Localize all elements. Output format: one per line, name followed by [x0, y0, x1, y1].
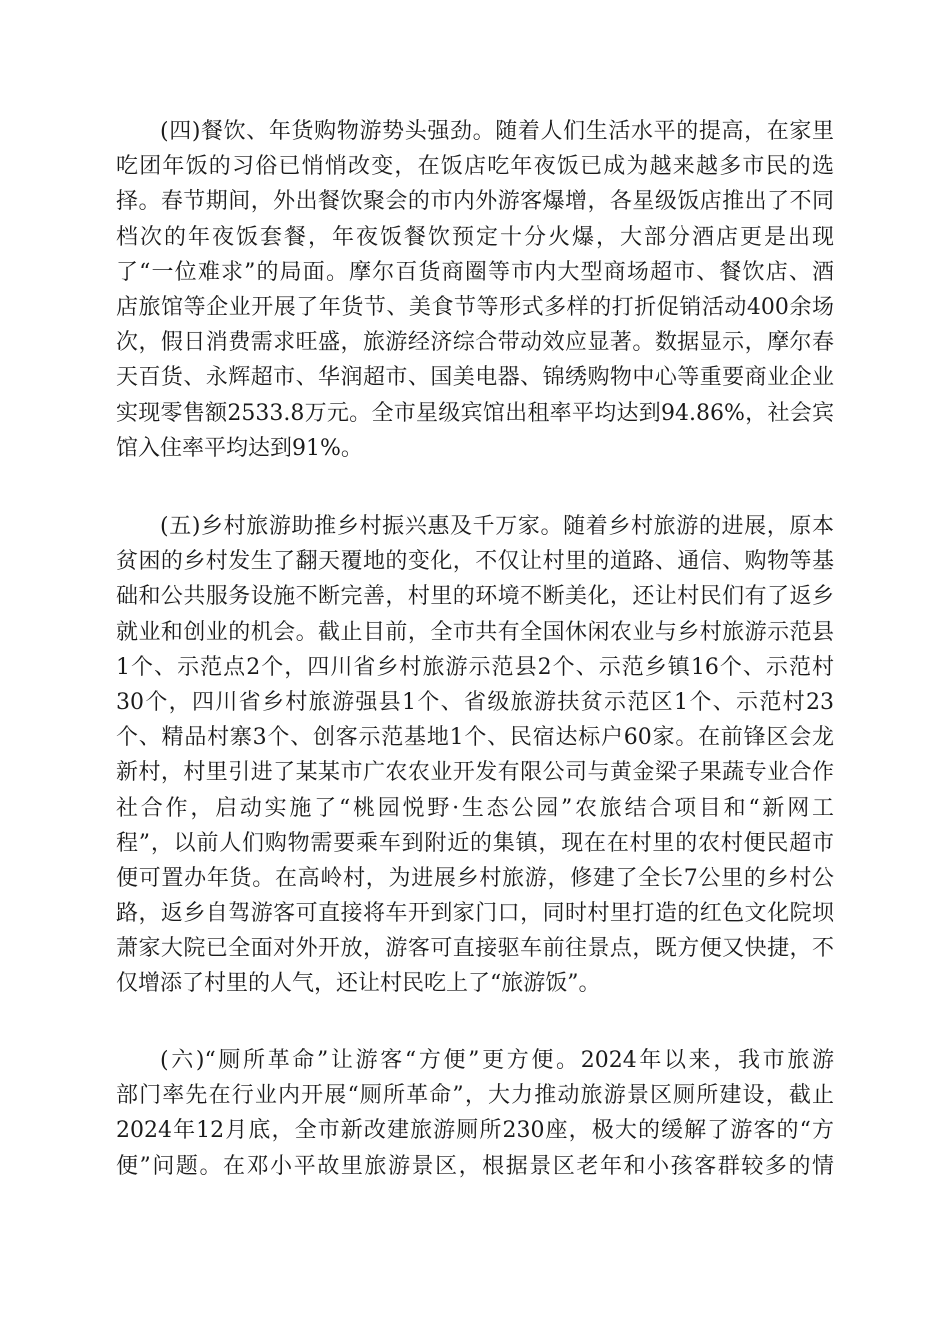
text-line: 部门率先在行业内开展“厕所革命”，大力推动旅游景区厕所建设，截止	[116, 1083, 834, 1109]
text-line: (四)餐饮、年货购物游势头强劲。随着人们生活水平的提高，在家里	[160, 119, 834, 144]
text-line: 路，返乡自驾游客可直接将车开到家门口，同时村里打造的红色文化院坝	[116, 901, 834, 927]
text-line: 萧家大院已全面对外开放，游客可直接驱车前往景点，既方便又快捷，不	[116, 936, 834, 962]
paragraph-section-5	[116, 509, 834, 1002]
text-line: 就业和创业的机会。截止目前，全市共有全国休闲农业与乡村旅游示范县	[116, 619, 834, 645]
text-line: 实现零售额2533.8万元。全市星级宾馆出租率平均达到94.86%，社会宾	[116, 400, 834, 426]
text-line: 次，假日消费需求旺盛，旅游经济综合带动效应显著。数据显示，摩尔春	[116, 330, 834, 356]
text-line: 30个，四川省乡村旅游强县1个、省级旅游扶贫示范区1个、示范村23	[116, 689, 834, 715]
text-line: 新村，村里引进了某某市广农农业开发有限公司与黄金梁子果蔬专业合作	[116, 760, 834, 786]
text-line: 社合作，启动实施了“桃园悦野·生态公园”农旅结合项目和“新网工	[116, 795, 834, 821]
text-line: 档次的年夜饭套餐，年夜饭餐饮预定十分火爆，大部分酒店更是出现	[116, 224, 834, 250]
text-line: 1个、示范点2个，四川省乡村旅游示范县2个、示范乡镇16个、示范村	[116, 654, 834, 680]
text-line: 个、精品村寨3个、创客示范基地1个、民宿达标户60家。在前锋区会龙	[116, 725, 834, 751]
paragraph-section-4	[116, 114, 834, 466]
text-line: (五)乡村旅游助推乡村振兴惠及千万家。随着乡村旅游的进展，原本	[160, 514, 834, 539]
text-line: 贫困的乡村发生了翻天覆地的变化，不仅让村里的道路、通信、购物等基	[116, 549, 834, 575]
text-line: 2024年12月底，全市新改建旅游厕所230座，极大的缓解了游客的“方	[116, 1118, 834, 1144]
paragraph-section-6	[116, 1043, 834, 1184]
text-line: 吃团年饭的习俗已悄悄改变，在饭店吃年夜饭已成为越来越多市民的选	[116, 154, 834, 180]
text-line: 便”问题。在邓小平故里旅游景区，根据景区老年和小孩客群较多的情	[116, 1153, 834, 1179]
text-line: 便可置办年货。在高岭村，为进展乡村旅游，修建了全长7公里的乡村公	[116, 865, 834, 891]
text-line: (六)“厕所革命”让游客“方便”更方便。2024年以来，我市旅游	[160, 1048, 834, 1073]
text-line: 础和公共服务设施不断完善，村里的环境不断美化，还让村民们有了返乡	[116, 584, 834, 610]
text-line: 择。春节期间，外出餐饮聚会的市内外游客爆增，各星级饭店推出了不同	[116, 189, 834, 215]
text-line: 天百货、永辉超市、华润超市、国美电器、锦绣购物中心等重要商业企业	[116, 365, 834, 391]
text-line: 馆入住率平均达到91%。	[116, 435, 363, 461]
text-line: 了“一位难求”的局面。摩尔百货商圈等市内大型商场超市、餐饮店、酒	[116, 259, 834, 285]
text-line: 程”，以前人们购物需要乘车到附近的集镇，现在在村里的农村便民超市	[116, 830, 834, 856]
text-line: 仅增添了村里的人气，还让村民吃上了“旅游饭”。	[116, 971, 601, 997]
text-line: 店旅馆等企业开展了年货节、美食节等形式多样的打折促销活动400余场	[116, 294, 834, 320]
